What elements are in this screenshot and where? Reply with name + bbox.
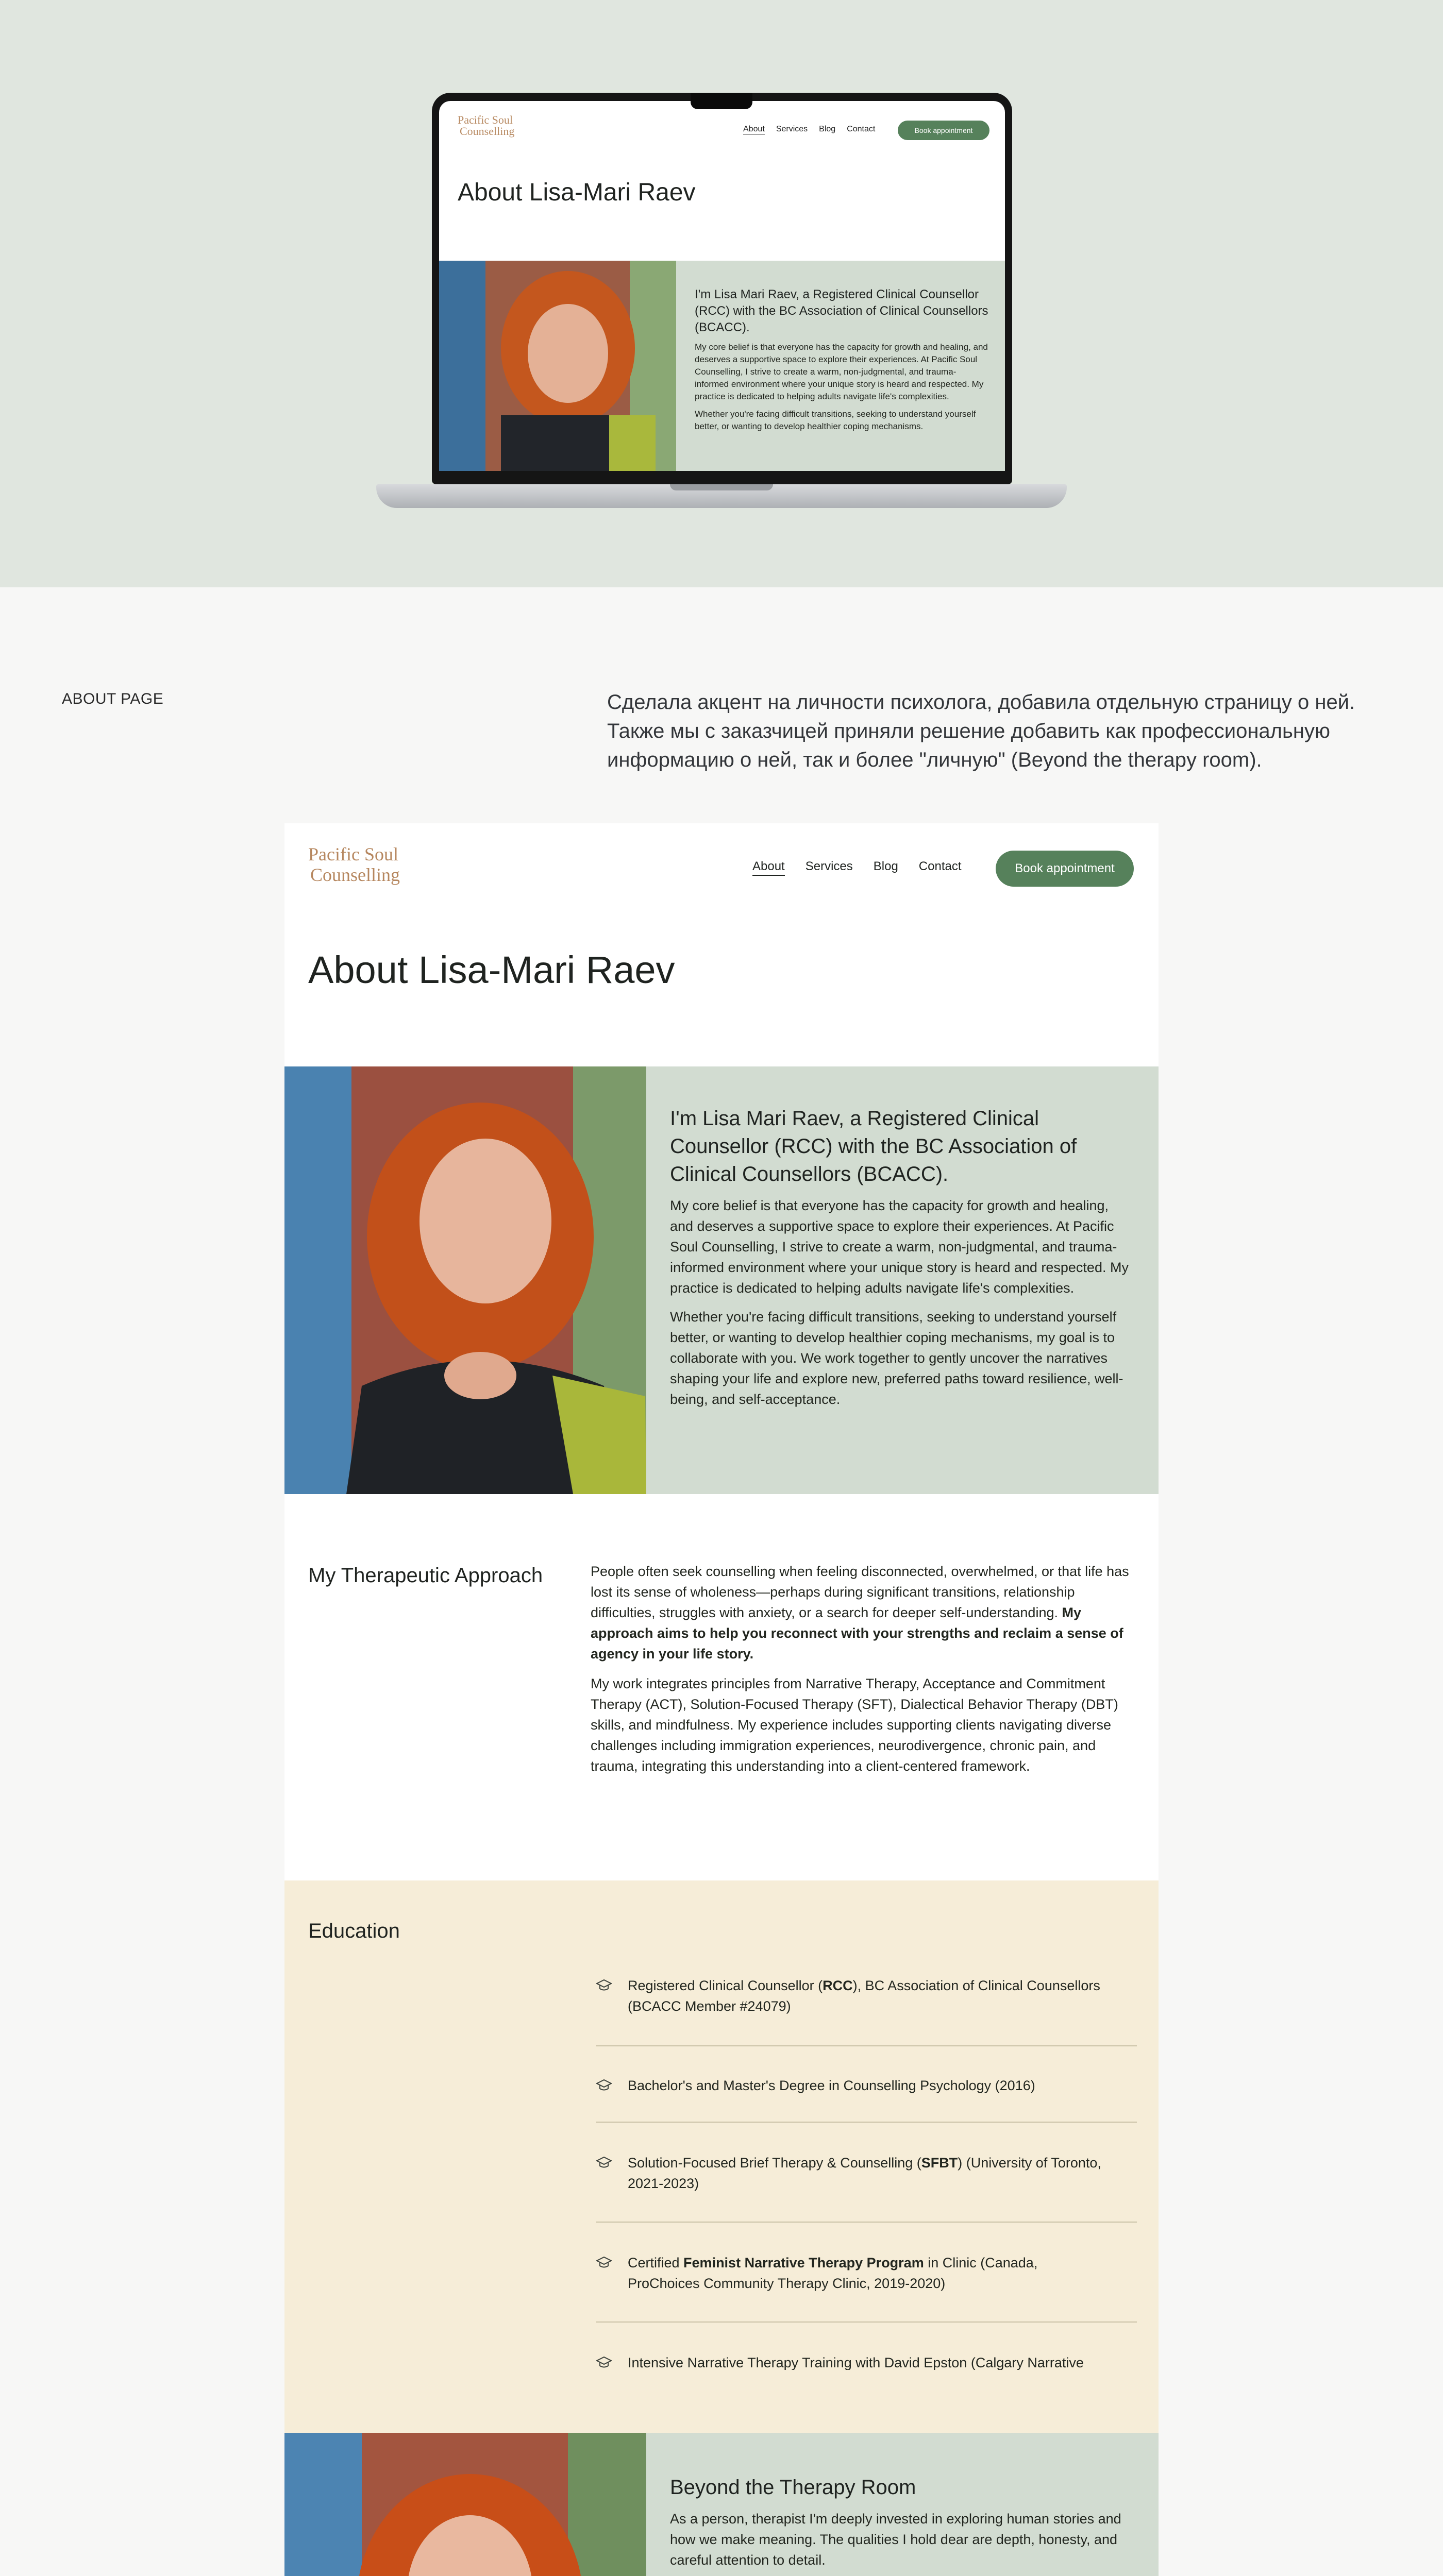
mockup-nav-contact[interactable]: Contact — [847, 125, 876, 133]
nav-blog[interactable]: Blog — [873, 859, 898, 873]
beyond-paragraph-1: As a person, therapist I'm deeply invested in exploring human stories and how we make meaning. The qualities I hold dear are depth, honesty, and careful attention to detail. — [670, 2511, 1121, 2568]
mockup-logo: Pacific Soul Counselling — [458, 113, 515, 138]
laptop-screen — [439, 101, 1005, 471]
graduation-cap-icon — [596, 2077, 612, 2094]
mockup-nav-blog[interactable]: Blog — [819, 125, 836, 133]
education-item-text: Bachelor's and Master's Degree in Counselling Psychology (2016) — [628, 2078, 1035, 2093]
approach-title: My Therapeutic Approach — [308, 1564, 543, 1587]
mockup-intro-p1: My core belief is that everyone has the capacity for growth and healing, and deserves a supportive space to explore their experiences. At Pacific Soul Counselling, I strive to create a warm, non-judgmental, and trauma-informed environment where your unique story is heard and respected. My practice is dedicated to helping adults navigate life's complexities. — [695, 342, 988, 401]
laptop-lip — [670, 484, 773, 490]
approach-paragraph-2: My work integrates principles from Narrative Therapy, Acceptance and Commitment Therapy (ACT), Solution-Focused Therapy (SFT), Dialectical Behavior Therapy (DBT) skills, and mindfulness. My experience includes supporting clients navigating diverse challenges including immigration experiences, neurodivergence, chronic pain, and trauma, integrating this understanding into a client-centered framework. — [591, 1676, 1118, 1774]
graduation-cap-icon — [596, 2255, 612, 2271]
site-logo[interactable]: Pacific Soul Counselling — [308, 844, 400, 885]
education-list — [596, 1975, 1137, 2370]
portrait-photo-2 — [284, 2433, 646, 2576]
mockup-nav-about[interactable]: About — [743, 125, 765, 133]
mockup-intro-panel — [676, 261, 1005, 471]
nav-about[interactable]: About — [752, 859, 785, 876]
portrait-photo-1 — [284, 1066, 646, 1494]
about-page — [284, 823, 1159, 2576]
nav-contact[interactable]: Contact — [918, 859, 962, 873]
approach-paragraph-1 — [591, 1561, 1132, 1664]
beyond-title: Beyond the Therapy Room — [670, 2476, 916, 2499]
intro-panel — [646, 1066, 1159, 1494]
intro-paragraph-2: Whether you're facing difficult transitions, seeking to understand yourself better, or wanting to develop healthier coping mechanisms, my goal is to collaborate with you. We work together to gently uncover the narratives shaping your life and explore new, preferred paths toward resilience, well-being, and self-acceptance. — [670, 1309, 1123, 1407]
approach-p1-text: People often seek counselling when feeling disconnected, overwhelmed, or that life has lost its sense of wholeness—perhaps during significant transitions, relationship difficulties, struggles with anxiety, or a search for deeper self-understanding. — [591, 1564, 1129, 1620]
graduation-cap-icon — [596, 1977, 612, 1994]
graduation-cap-icon — [596, 2155, 612, 2171]
approach-body — [591, 1561, 1132, 1776]
education-title: Education — [308, 1920, 400, 1942]
nav-services[interactable]: Services — [805, 859, 853, 873]
education-divider — [596, 2321, 1137, 2323]
mockup-book-button[interactable]: Book appointment — [898, 121, 989, 140]
graduation-cap-icon — [596, 2354, 612, 2370]
page-title: About Lisa-Mari Raev — [308, 948, 675, 991]
section-label: ABOUT PAGE — [62, 690, 164, 707]
mockup-page-title: About Lisa-Mari Raev — [458, 179, 696, 206]
mockup-intro-heading: I'm Lisa Mari Raev, a Registered Clinical Counsellor (RCC) with the BC Association of Clinical Counsellors (BCACC). — [695, 287, 988, 334]
education-item-text: Intensive Narrative Therapy Training with David Epston (Calgary Narrative — [628, 2355, 1084, 2370]
intro-heading: I'm Lisa Mari Raev, a Registered Clinical Counsellor (RCC) with the BC Association of Clinical Counsellors (BCACC). — [670, 1107, 1077, 1185]
main-nav — [752, 859, 962, 876]
education-item-text: Certified Feminist Narrative Therapy Program in Clinic (Canada, ProChoices Community Therapy Clinic, 2019-2020) — [628, 2255, 1038, 2291]
intro-paragraph-1: My core belief is that everyone has the capacity for growth and healing, and deserves a supportive space to explore their experiences. At Pacific Soul Counselling, I strive to create a warm, non-judgmental, and trauma-informed environment where your unique story is heard and respected. My practice is dedicated to helping adults navigate life's complexities. — [670, 1198, 1129, 1296]
education-item-text: Registered Clinical Counsellor (RCC), BC Association of Clinical Counsellors (BCACC Member #24079) — [628, 1978, 1100, 2014]
approach-p1-emphasis: My approach aims to help you reconnect with your strengths and reclaim a sense of agency in your life story. — [591, 1605, 1123, 1662]
mockup-portrait-photo — [439, 261, 676, 471]
education-divider — [596, 2045, 1137, 2046]
mockup-nav-services[interactable]: Services — [776, 125, 808, 133]
mockup-intro-p2: Whether you're facing difficult transitions, seeking to understand yourself better, or wanting to develop healthier coping mechanisms. — [695, 409, 976, 431]
camera-notch — [691, 93, 752, 109]
education-divider — [596, 2122, 1137, 2123]
mockup-nav — [743, 125, 875, 134]
section-description: Сделала акцент на личности психолога, добавила отдельную страницу о ней. Также мы с заказчицей приняли решение добавить как профессиональную информацию о ней, так и более "личную" (Beyond the therapy room). — [607, 691, 1355, 771]
education-divider — [596, 2222, 1137, 2223]
beyond-panel — [646, 2433, 1159, 2576]
education-item-text: Solution-Focused Brief Therapy & Counselling (SFBT) (University of Toronto, 2021-2023) — [628, 2155, 1101, 2191]
book-appointment-button[interactable]: Book appointment — [996, 851, 1134, 887]
